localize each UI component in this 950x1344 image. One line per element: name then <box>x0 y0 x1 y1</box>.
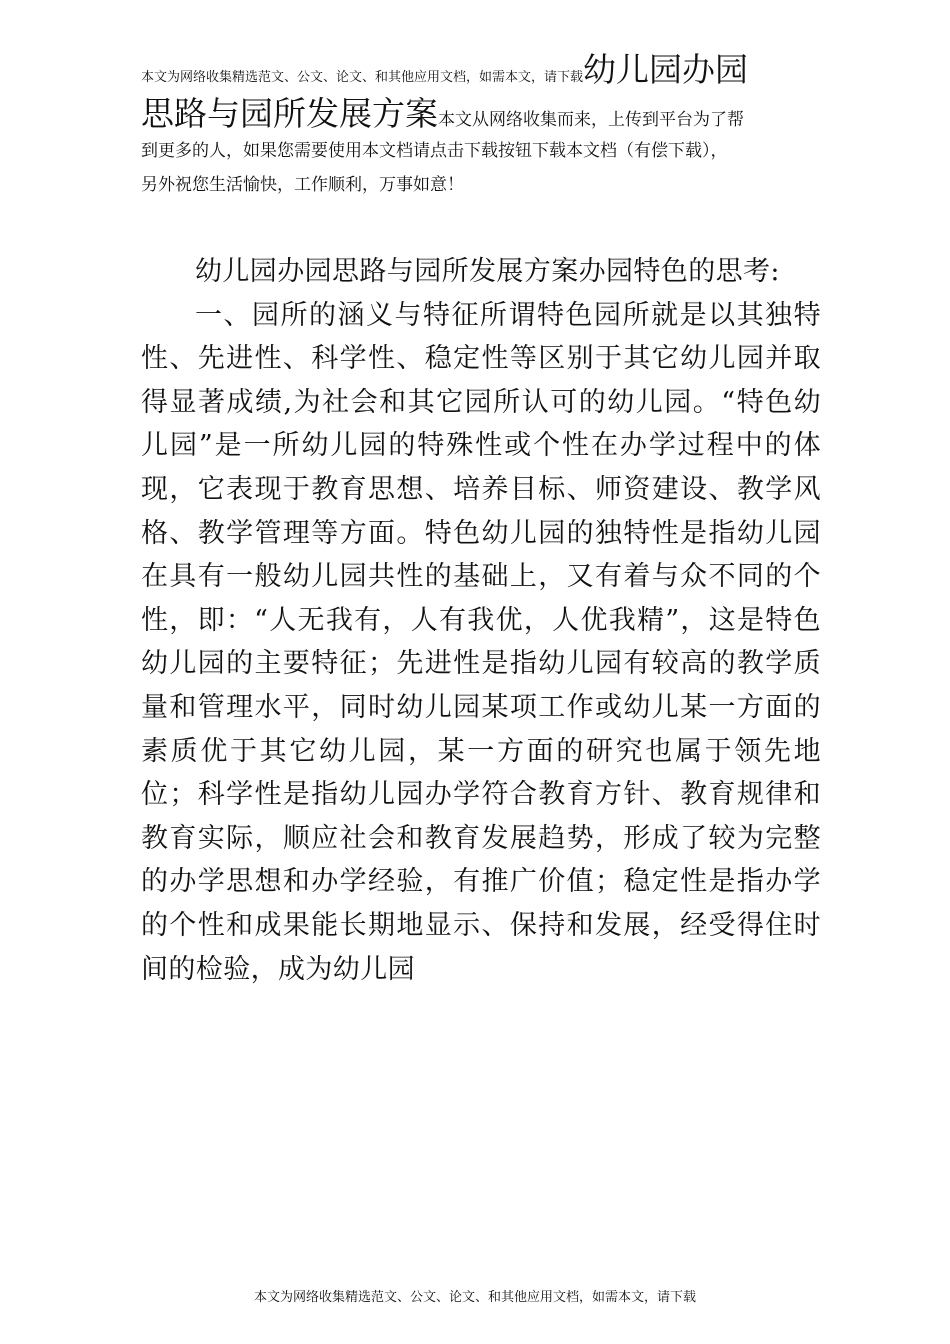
download-notice-prefix: 本文为网络收集精选范文、公文、论文、和其他应用文档，如需本文，请下载 <box>141 70 584 85</box>
download-notice-line-3: 到更多的人，如果您需要使用本文档请点击下载按钮下载本文档（有偿下载）， <box>141 141 728 161</box>
document-body <box>141 250 821 991</box>
header-line-4 <box>141 176 821 210</box>
body-paragraph-2: 一、园所的涵义与特征所谓特色园所就是以其独特性、先进性、科学性、稳定性等区别于其它幼儿园并取得显著成绩,为社会和其它园所认可的幼儿园。“特色幼儿园”是一所幼儿园的特殊性或个性在办学过程中的体现，它表现于教育思想、培养目标、师资建设、教学风格、教学管理等方面。特色幼儿园的独特性是指幼儿园在具有一般幼儿园共性的基础上，又有着与众不同的个性，即：“人无我有，人有我优，人优我精”，这是特色幼儿园的主要特征；先进性是指幼儿园有较高的教学质量和管理水平，同时幼儿园某项工作或幼儿某一方面的素质优于其它幼儿园，某一方面的研究也属于领先地位；科学性是指幼儿园办学符合教育方针、教育规律和教育实际，顺应社会和教育发展趋势，形成了较为完整的办学思想和办学经验，有推广价值；稳定性是指办学的个性和成果能长期地显示、保持和发展，经受得住时间的检验，成为幼儿园 <box>141 299 821 985</box>
download-notice-line-4: 另外祝您生活愉快，工作顺利，万事如意！ <box>141 175 464 195</box>
document-title-part-2: 思路与园所发展方案 <box>141 94 438 133</box>
page-footer: 本文为网络收集精选范文、公文、论文、和其他应用文档，如需本文，请下载 <box>253 1290 696 1305</box>
document-header <box>141 52 821 210</box>
document-title-part-1: 幼儿园办园 <box>583 50 749 89</box>
body-paragraph-1: 幼儿园办园思路与园所发展方案办园特色的思考: <box>195 256 780 287</box>
download-notice-line-2: 本文从网络收集而来，上传到平台为了帮 <box>438 110 744 130</box>
header-line-2 <box>141 96 821 140</box>
header-line-3 <box>141 142 821 176</box>
header-line-1 <box>141 52 821 96</box>
